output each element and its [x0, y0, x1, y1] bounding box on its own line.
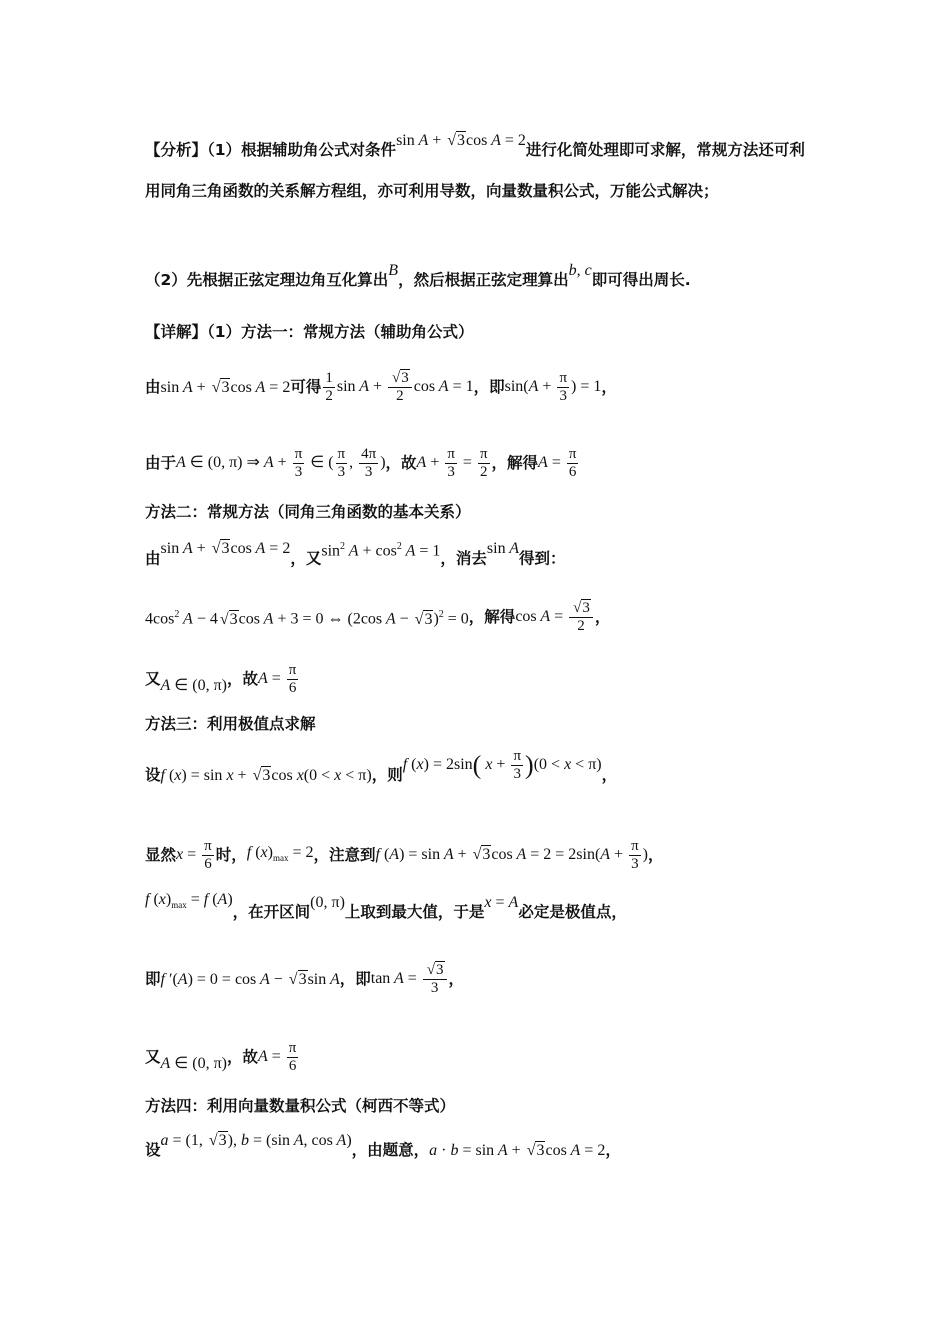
formula-B: B	[388, 261, 399, 279]
method1-title: （1）方法一：常规方法（辅助角公式）	[207, 323, 474, 341]
analysis-paragraph	[145, 130, 810, 211]
method2-step2: $4\cos^2$ A − 4 √3cos A + 3 = 0 ⇔ (2cos A − √3)$^2$ = 0，解得cos A = $\frac{√3}{2}$ ，	[145, 600, 611, 634]
formula: A = $\frac{\pi}{6}$	[257, 662, 297, 696]
formula: $\sin^2 A + \cos^2 A = 1$	[321, 541, 441, 560]
detail-heading	[145, 320, 810, 344]
method3-step1: 设f (x) = sin x + √3cos x(0 < x < π)，则f (x) = 2sin( x + $\frac{\pi}{3}$ )(0 < x < π)，	[145, 758, 810, 793]
formula: sin A + √3cos A = 2	[160, 540, 291, 558]
formula: A = $\frac{\pi}{6}$	[538, 446, 577, 480]
method4-step1: 设a = (1, √3), b = (sin A, cos A)，由题意，a · b = sin A + √3cos A = 2，	[145, 1138, 810, 1163]
formula: a = (1, √3), b = (sin A, cos A)	[160, 1131, 352, 1149]
formula-bc: b, c	[568, 261, 592, 279]
formula: sin(A + $\frac{\pi}{3}$ ) = 1	[504, 370, 602, 404]
method2-title: 方法二：常规方法（同角三角函数的基本关系）	[145, 503, 471, 521]
formula: f ′(A) = 0 = cos A − √3sin A	[160, 970, 340, 988]
condition-formula: sin A + √3cos A = 2	[396, 131, 526, 149]
formula: f (x) = 2sin( x + $\frac{\pi}{3}$ )(0 < x < π)	[402, 748, 602, 782]
method4-title: 方法四：利用向量数量积公式（柯西不等式）	[145, 1097, 456, 1115]
formula: A ∈ (0, π)	[160, 1054, 227, 1072]
formula: $\frac{1}{2}$ sin A + $\frac{√3}{2}$ cos A = 1	[325, 370, 474, 404]
formula: A = $\frac{\pi}{6}$	[257, 1040, 297, 1074]
analysis-part1-text: （1）根据辅助角公式对条件	[207, 141, 397, 159]
method3-step2: 显然x = $\frac{\pi}{6}$ 时，f $(x)_{max} = 2$，注意到f (A) = sin A + √3cos A = 2 = 2sin(A + $\frac{\pi}{3}$ )，	[145, 838, 664, 872]
analysis-label: 【分析】	[145, 141, 208, 159]
formula: $4\cos^2$ A − 4 √3cos A + 3 = 0 ⇔ (2cos A − √3)$^2$ = 0	[145, 609, 469, 628]
formula: tan A = $\frac{√3}{3}$	[371, 962, 449, 997]
formula: f (A) = sin A + √3cos A = 2 = 2sin(A + $\frac{\pi}{3}$ )	[375, 838, 648, 872]
method3-step3: f $(x)_{max} = f$ (A)，在开区间(0, π)上取到最大值，于是x = A必定是极值点，	[145, 898, 810, 927]
formula: A ∈ (0, π) ⇒ A + $\frac{\pi}{3}$ ∈ ( $\frac{\pi}{3}$ , $\frac{4\pi}{3}$ )	[176, 446, 386, 480]
formula: f $(x)_{max} = f$ (A)	[145, 891, 233, 911]
formula: sin A + √3cos A = 2	[160, 378, 291, 396]
formula: a · b = sin A + √3cos A = 2	[429, 1141, 606, 1159]
method2-step1: 由sin A + √3cos A = 2，又$\sin^2 A + \cos^2 A = 1$，消去sin A得到：	[145, 545, 810, 573]
formula: x = A	[484, 893, 519, 911]
formula: f (x) = sin x + √3cos x(0 < x < π)	[160, 766, 372, 784]
method1-step2: 由于A ∈ (0, π) ⇒ A + $\frac{\pi}{3}$ ∈ ( $\frac{\pi}{3}$ , $\frac{4\pi}{3}$ )，故A + $\frac{\pi}{3}$ = $\frac{\pi}{2}$ ，解得A = $\frac{\pi}{6}$	[145, 446, 810, 481]
method2-step3: 又A ∈ (0, π)，故A = $\frac{\pi}{6}$	[145, 662, 810, 697]
detail-label: 【详解】	[145, 323, 208, 341]
formula: A + $\frac{\pi}{3}$ = $\frac{\pi}{2}$	[416, 446, 488, 480]
method3-step5: 又A ∈ (0, π)，故A = $\frac{\pi}{6}$	[145, 1040, 810, 1075]
formula: (0, π)	[310, 893, 345, 911]
method1-step1: 由sin A + √3cos A = 2可得 $\frac{1}{2}$ sin A + $\frac{√3}{2}$ cos A = 1，即sin(A + $\frac{\pi}{3}$ ) = 1，	[145, 370, 617, 404]
formula: f $(x)_{max} = 2$	[246, 843, 314, 864]
method3-step4: 即f ′(A) = 0 = cos A − √3sin A，即tan A = $\frac{√3}{3}$ ，	[145, 962, 465, 996]
analysis-part2: （2）先根据正弦定理边角互化算出B，然后根据正弦定理算出b, c即可得出周长.	[145, 268, 810, 293]
formula: A ∈ (0, π)	[160, 676, 227, 694]
formula: sin A	[486, 540, 520, 558]
formula: cos A = $\frac{√3}{2}$	[515, 600, 595, 635]
analysis-part1-rest: 进行化简处理即可求解，常规方法还可利用同角三角函数的关系解方程组，亦可利用导数，向量数量积公式，万能公式解决；	[145, 141, 805, 200]
formula: x = $\frac{\pi}{6}$	[176, 838, 212, 872]
method3-title: 方法三：利用极值点求解	[145, 715, 316, 733]
